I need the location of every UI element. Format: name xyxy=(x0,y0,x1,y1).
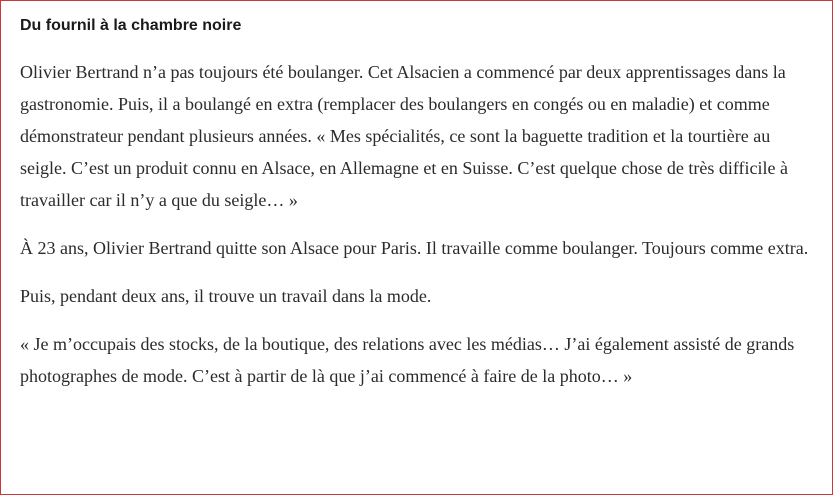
paragraph-fashion: Puis, pendant deux ans, il trouve un travail dans la mode. xyxy=(20,286,432,306)
section-heading: Du fournil à la chambre noire xyxy=(20,17,242,34)
paragraph-paris: À 23 ans, Olivier Bertrand quitte son Alsace pour Paris. Il travaille comme boulanger. Toujours comme extra. xyxy=(20,238,809,258)
paragraph-quote: « Je m’occupais des stocks, de la boutique, des relations avec les médias… J’ai également assisté de grands photographes de mode. C’est à partir de là que j’ai commencé à faire de la photo… » xyxy=(20,334,795,386)
article-body xyxy=(20,1,820,392)
paragraph-intro: Olivier Bertrand n’a pas toujours été boulanger. Cet Alsacien a commencé par deux apprentissages dans la gastronomie. Puis, il a boulangé en extra (remplacer des boulangers en congés ou en maladie) et comme démonstrateur pendant plusieurs années. « Mes spécialités, ce sont la baguette tradition et la tourtière au seigle. C’est un produit connu en Alsace, en Allemagne et en Suisse. C’est quelque chose de très difficile à travailler car il n’y a que du seigle… » xyxy=(20,62,788,210)
